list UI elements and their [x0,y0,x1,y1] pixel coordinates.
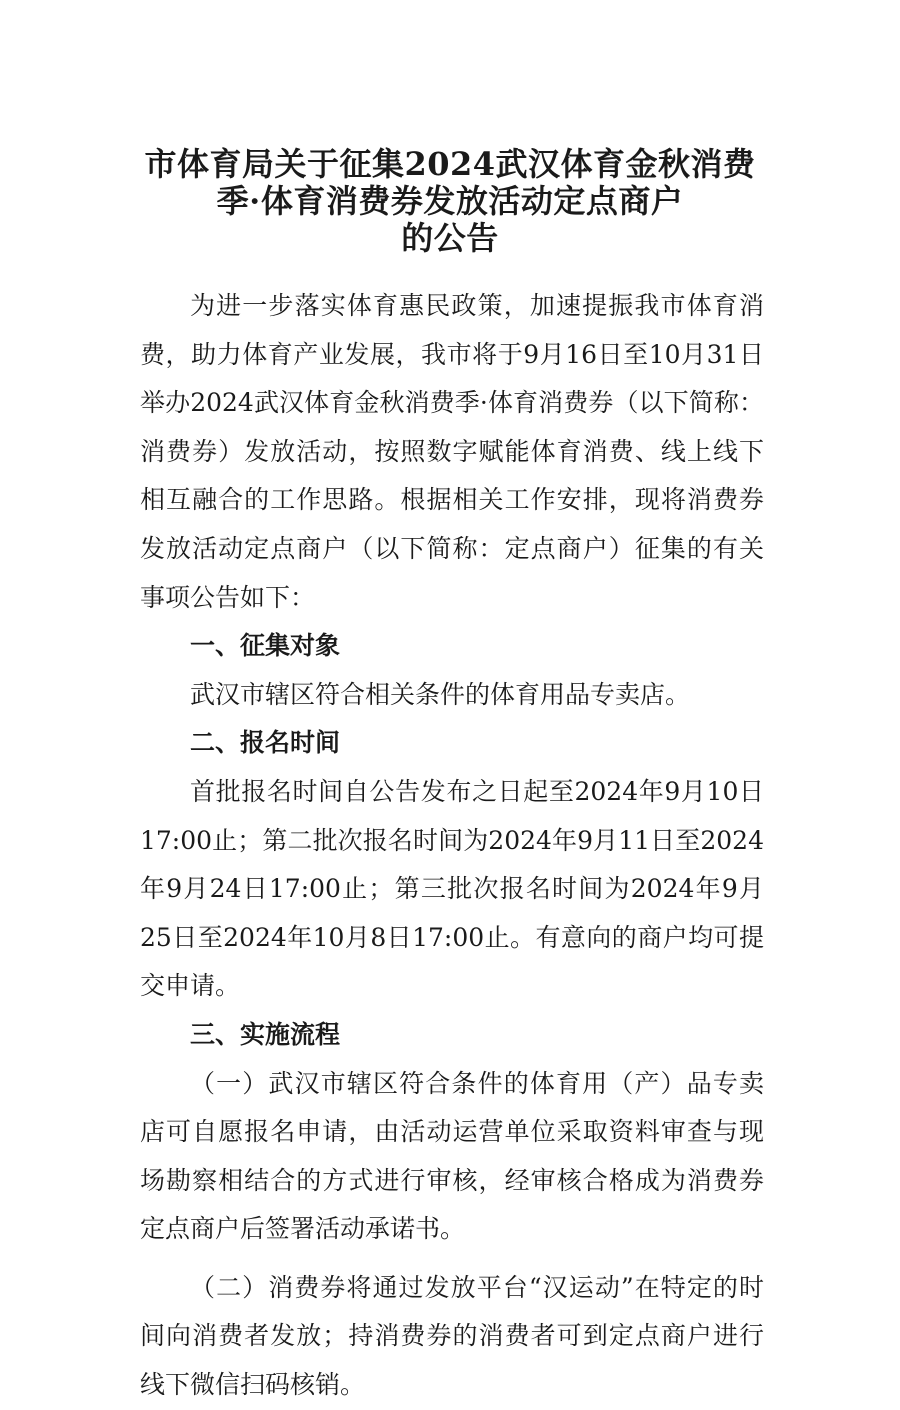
section-heading-targets: 一、征集对象 [190,631,341,661]
title-line-2: 季·体育消费券发放活动定点商户 [216,182,684,220]
document-body [140,282,764,1410]
section-text-registration-time: 首批报名时间自公告发布之日起至2024年9月10日17:00止；第二批次报名时间为2024年9月11日至2024年9月24日17:00止；第三批次报名时间为2024年9月25日至2024年10月8日17:00止。有意向的商户均可提交申请。 [140,776,764,1001]
process-item-2: （二）消费券将通过发放平台“汉运动”在特定的时间向消费者发放；持消费券的消费者可到定点商户进行线下微信扫码核销。 [140,1272,764,1400]
title-line-3: 的公告 [401,219,499,257]
title-line-1: 市体育局关于征集2024武汉体育金秋消费 [144,145,756,183]
intro-paragraph: 为进一步落实体育惠民政策，加速提振我市体育消费，助力体育产业发展，我市将于9月16日至10月31日举办2024武汉体育金秋消费季·体育消费券（以下简称：消费券）发放活动，按照数字赋能体育消费、线上线下相互融合的工作思路。根据相关工作安排，现将消费券发放活动定点商户（以下简称：定点商户）征集的有关事项公告如下： [140,291,764,612]
section-text-targets: 武汉市辖区符合相关条件的体育用品专卖店。 [190,679,691,709]
section-heading-registration-time: 二、报名时间 [190,728,341,758]
process-item-1: （一）武汉市辖区符合条件的体育用（产）品专卖店可自愿报名申请，由活动运营单位采取资料审查与现场勘察相结合的方式进行审核，经审核合格成为消费券定点商户后签署活动承诺书。 [140,1068,764,1244]
document-title [0,146,900,257]
section-heading-process: 三、实施流程 [190,1019,341,1049]
